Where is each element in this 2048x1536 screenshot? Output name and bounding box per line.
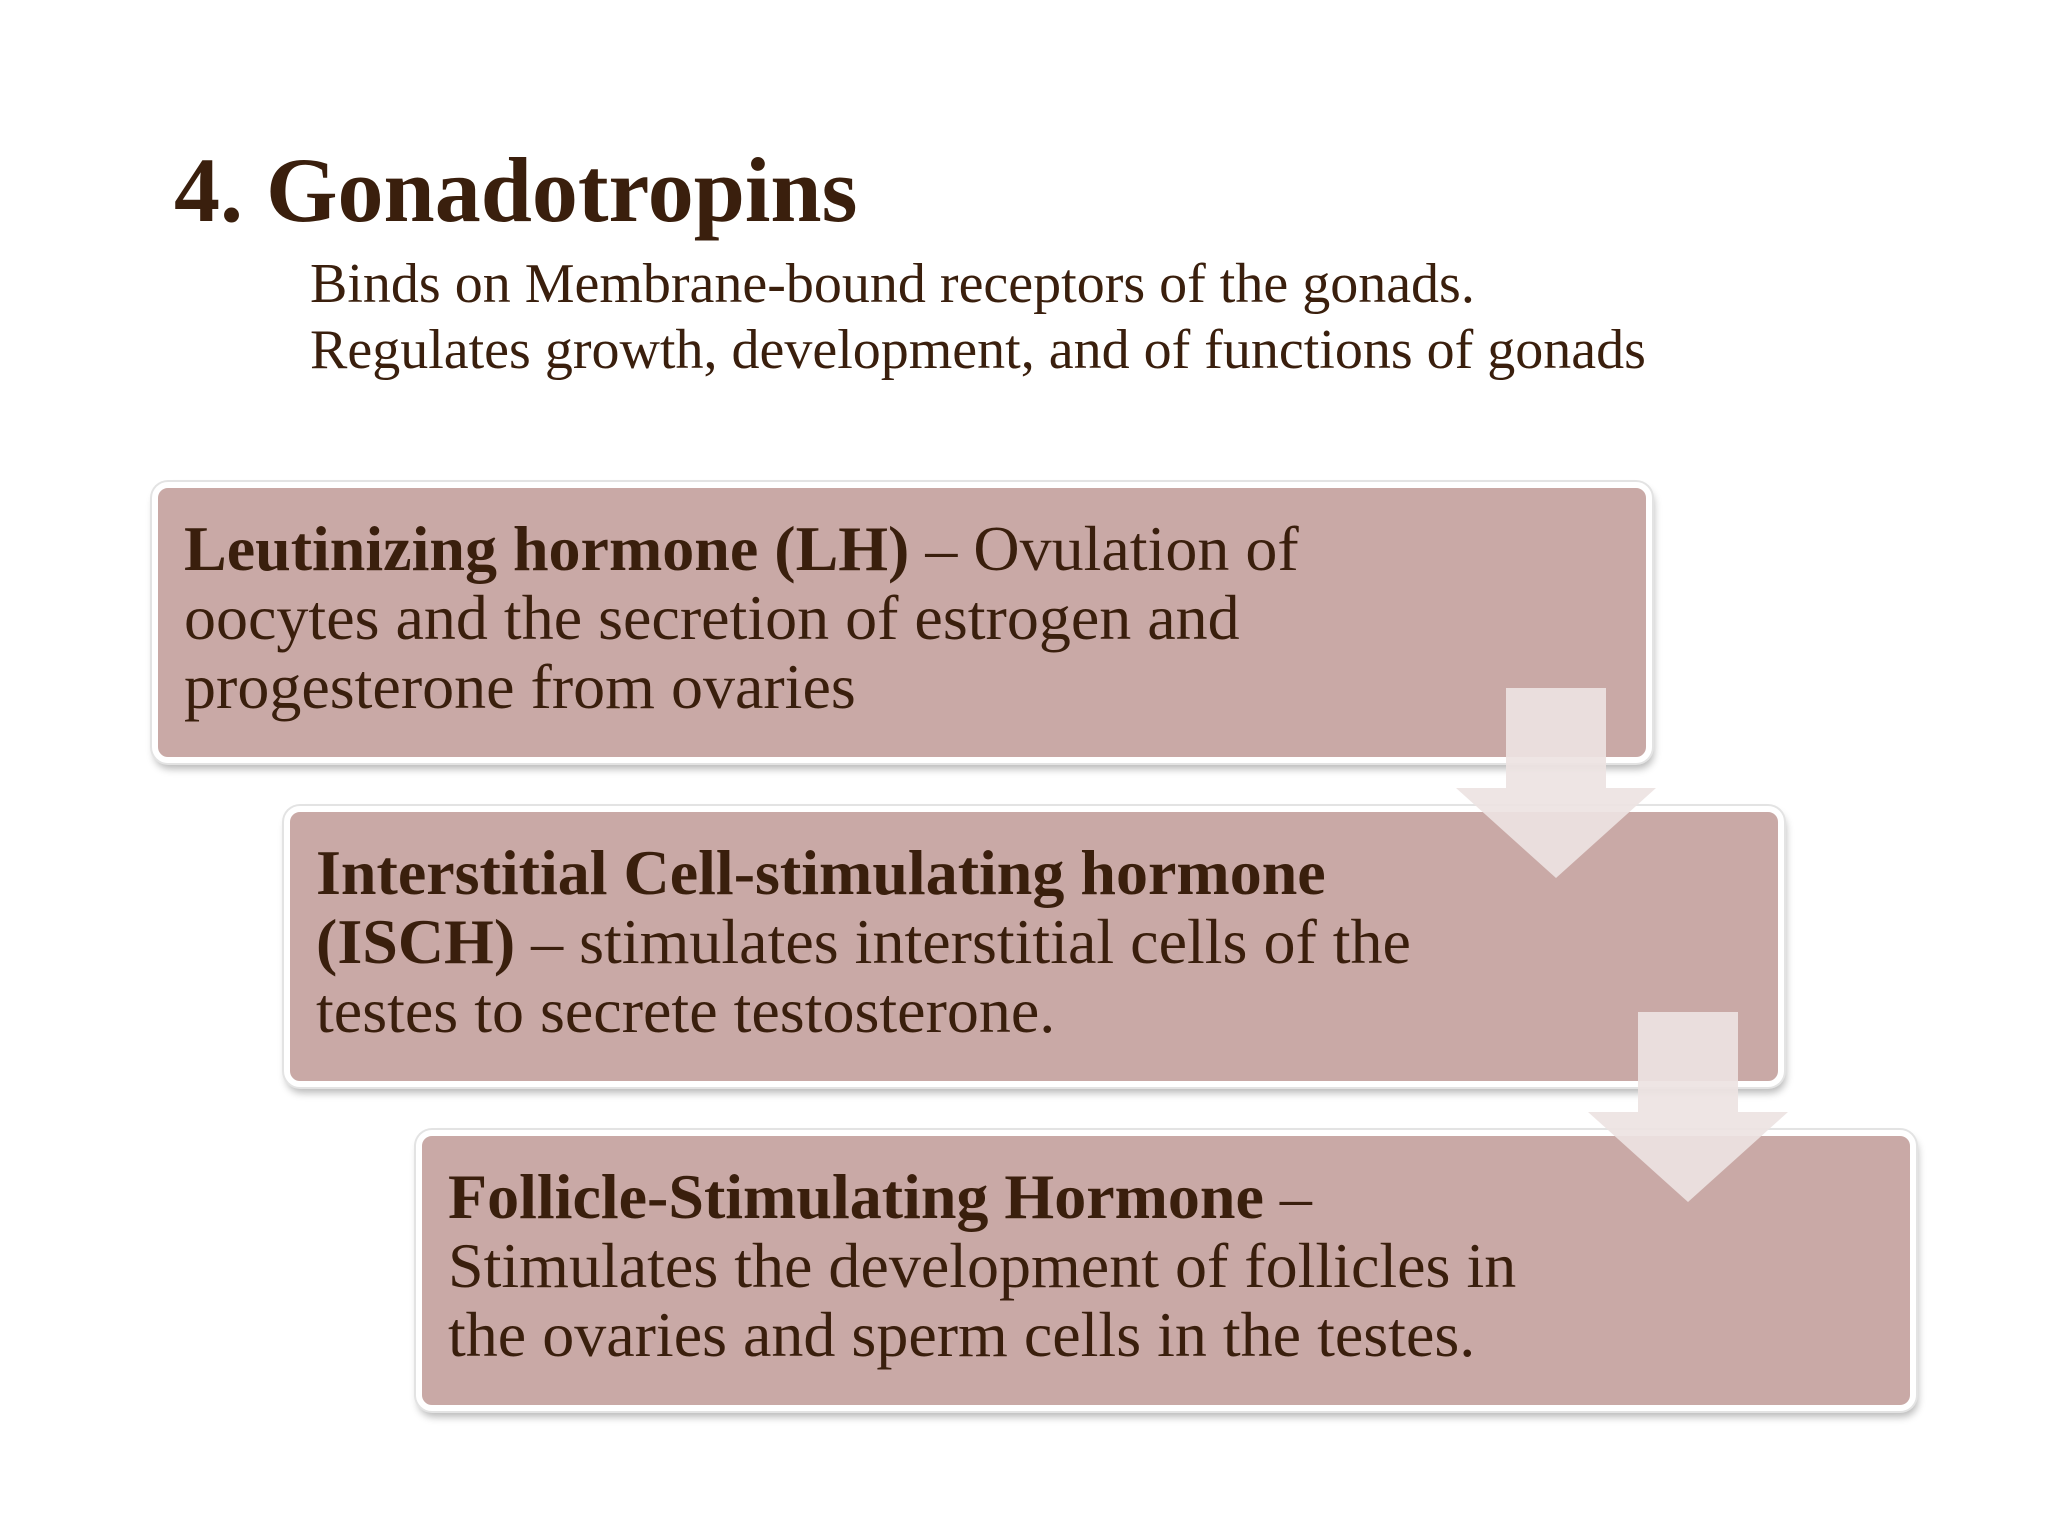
flow-step-term: Leutinizing hormone (LH) <box>184 513 910 584</box>
flow-step-description: – stimulates interstitial cells of the testes to secrete testosterone. <box>316 906 1411 1046</box>
flow-step-text <box>316 838 1466 1045</box>
flow-step-term: Interstitial Cell-stimulating hormone (ISCH) <box>316 837 1326 977</box>
down-arrow-icon <box>1456 688 1656 888</box>
slide-title: 4. Gonadotropins <box>174 139 858 241</box>
subtitle-line-2: Regulates growth, development, and of functions of gonads <box>310 319 1646 381</box>
down-arrow-icon <box>1588 1012 1788 1212</box>
flow-step-description: – Stimulates the development of follicles in the ovaries and sperm cells in the testes. <box>448 1161 1517 1370</box>
flow-step-term: Follicle-Stimulating Hormone <box>448 1161 1264 1232</box>
flow-step-text <box>184 514 1334 721</box>
slide-subtitle <box>310 251 1646 383</box>
flow-step-description: – Ovulation of oocytes and the secretion of estrogen and progesterone from ovaries <box>184 513 1299 722</box>
subtitle-line-1: Binds on Membrane-bound receptors of the gonads. <box>310 253 1475 315</box>
flow-step-lh <box>152 482 1652 763</box>
flow-step-text <box>448 1162 1598 1369</box>
